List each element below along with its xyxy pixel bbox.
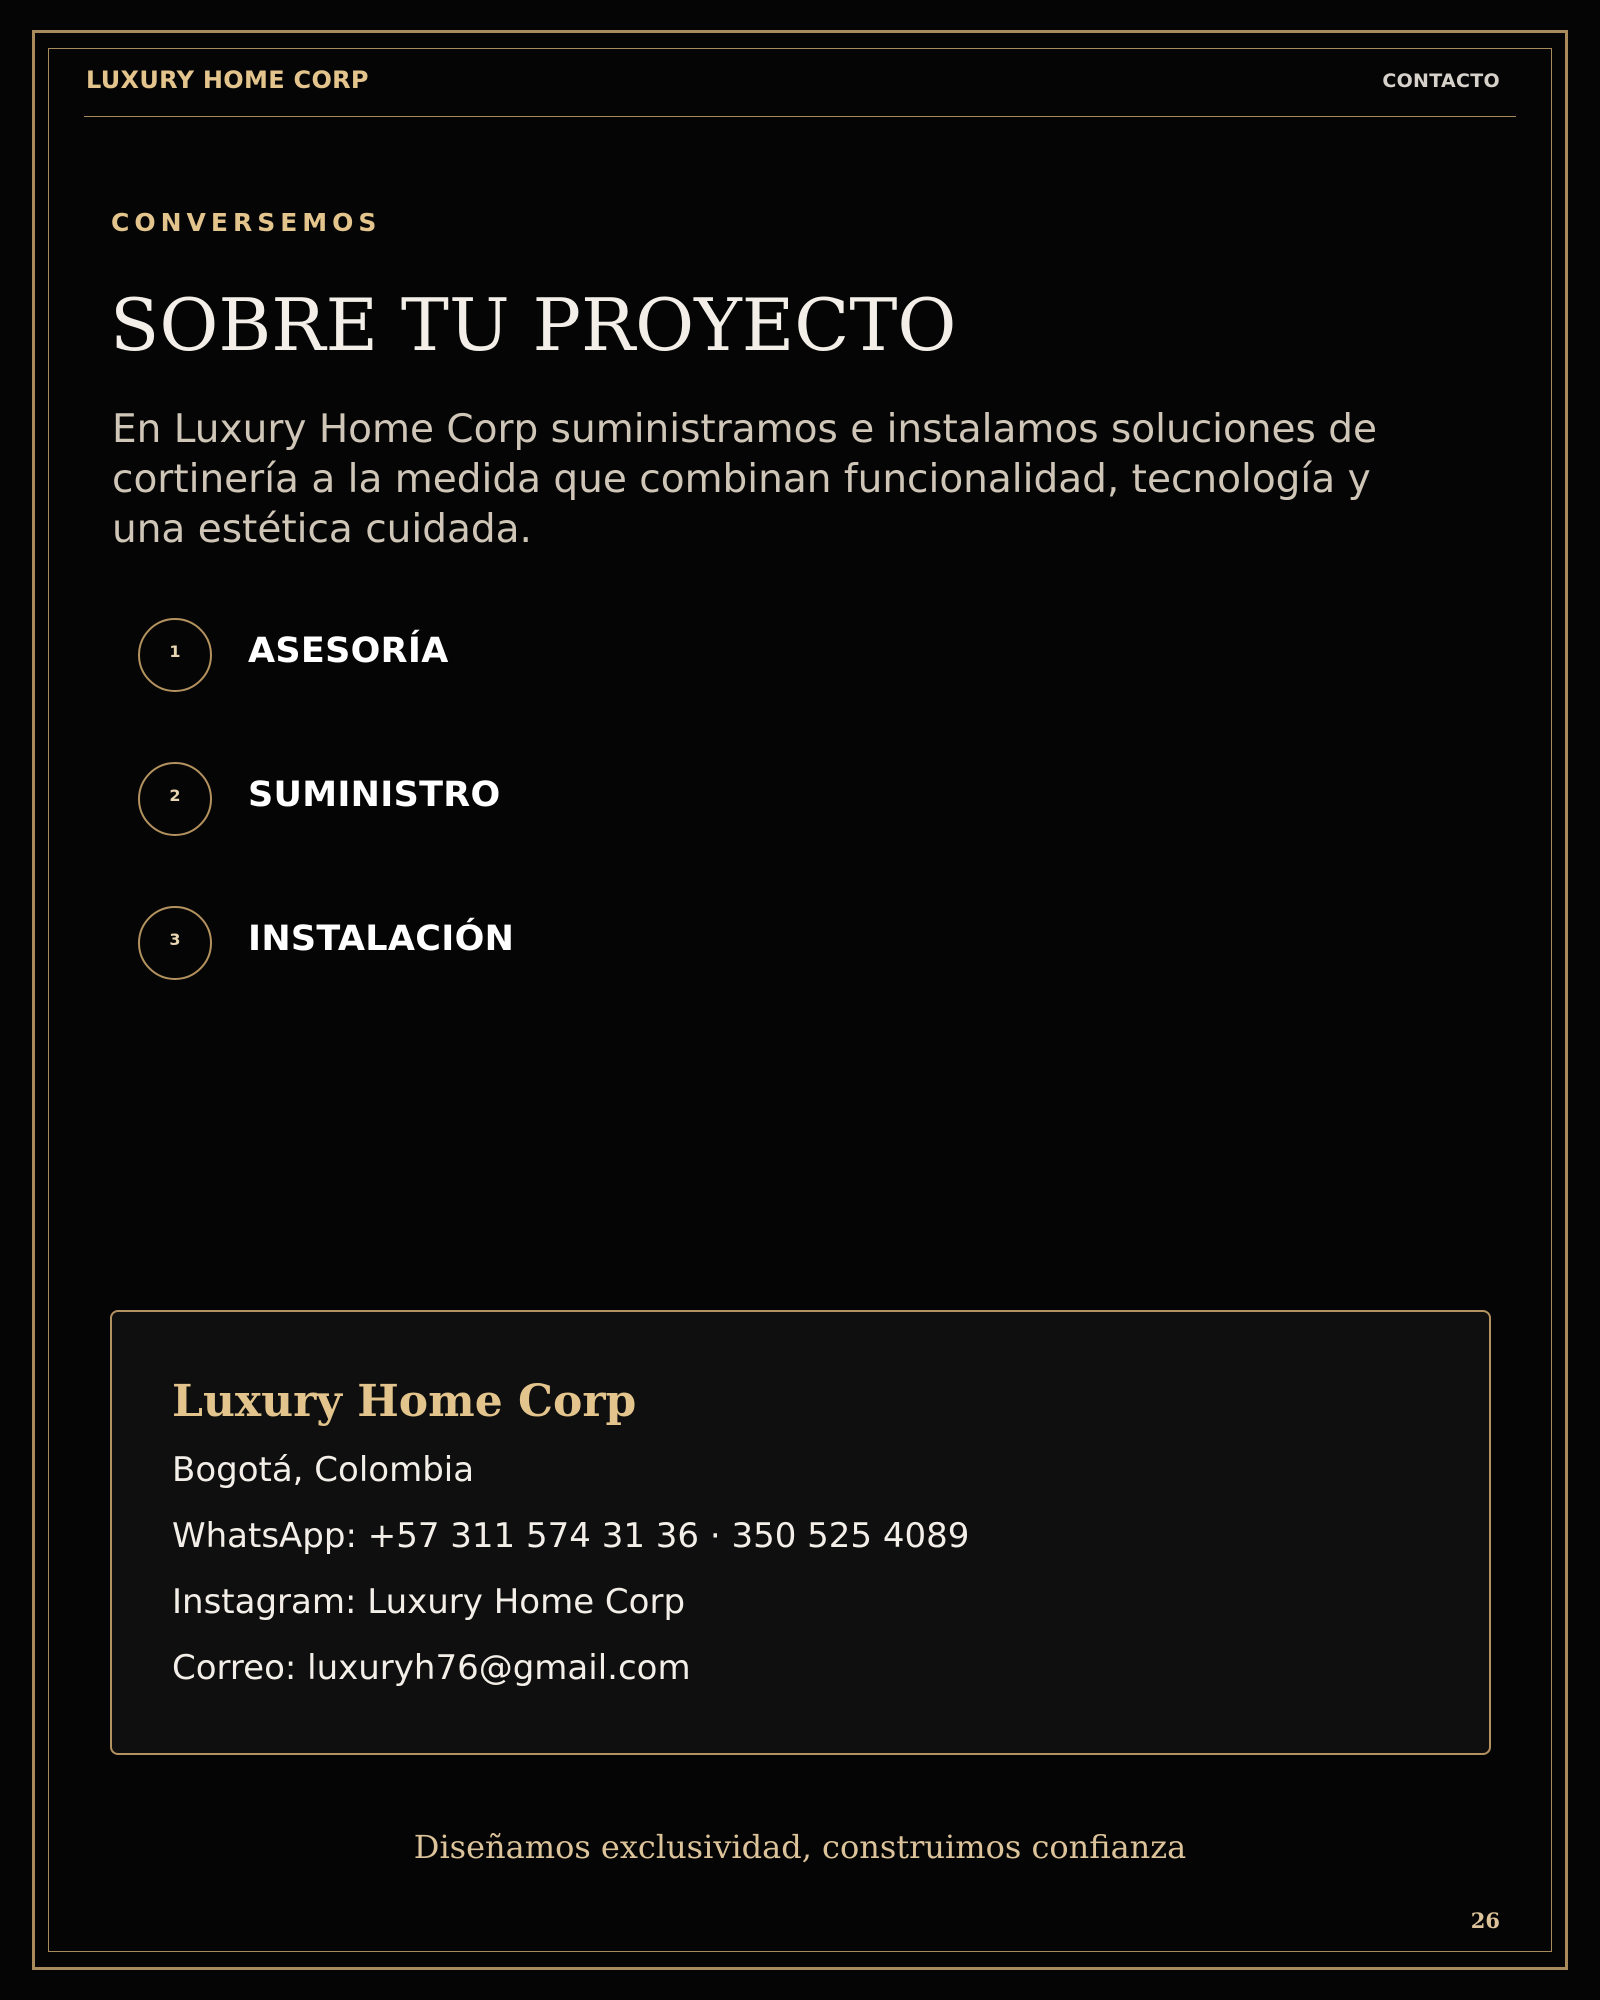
step-number-badge: 3 [138,906,212,980]
contact-email[interactable]: Correo: luxuryh76@gmail.com [172,1648,691,1688]
intro-paragraph: En Luxury Home Corp suministramos e instalamos soluciones de cortinería a la medida que combinan funcionalidad, tecnología y una estética cuidada. [112,407,1378,552]
contact-whatsapp[interactable]: WhatsApp: +57 311 574 31 36 · 350 525 4089 [172,1516,970,1556]
page-header [84,64,1516,117]
step-item-asesoria [138,618,838,698]
contact-location: Bogotá, Colombia [172,1450,475,1490]
step-number-badge: 2 [138,762,212,836]
footer-tagline: Diseñamos exclusividad, construimos confianza [413,1828,1187,1866]
contact-company-name: Luxury Home Corp [172,1376,637,1427]
page-number: 26 [1470,1908,1500,1933]
page-title: SOBRE TU PROYECTO [110,283,957,367]
contact-card [110,1310,1491,1755]
section-eyebrow: CONVERSEMOS [111,208,382,237]
step-label: SUMINISTRO [248,775,501,815]
step-item-instalacion [138,906,838,986]
nav-contact-link[interactable]: CONTACTO [1382,70,1500,92]
brand-name: LUXURY HOME CORP [86,66,369,94]
step-label: ASESORÍA [248,631,449,671]
step-label: INSTALACIÓN [248,919,515,959]
step-item-suministro [138,762,838,842]
contact-instagram[interactable]: Instagram: Luxury Home Corp [172,1582,686,1622]
step-number-badge: 1 [138,618,212,692]
